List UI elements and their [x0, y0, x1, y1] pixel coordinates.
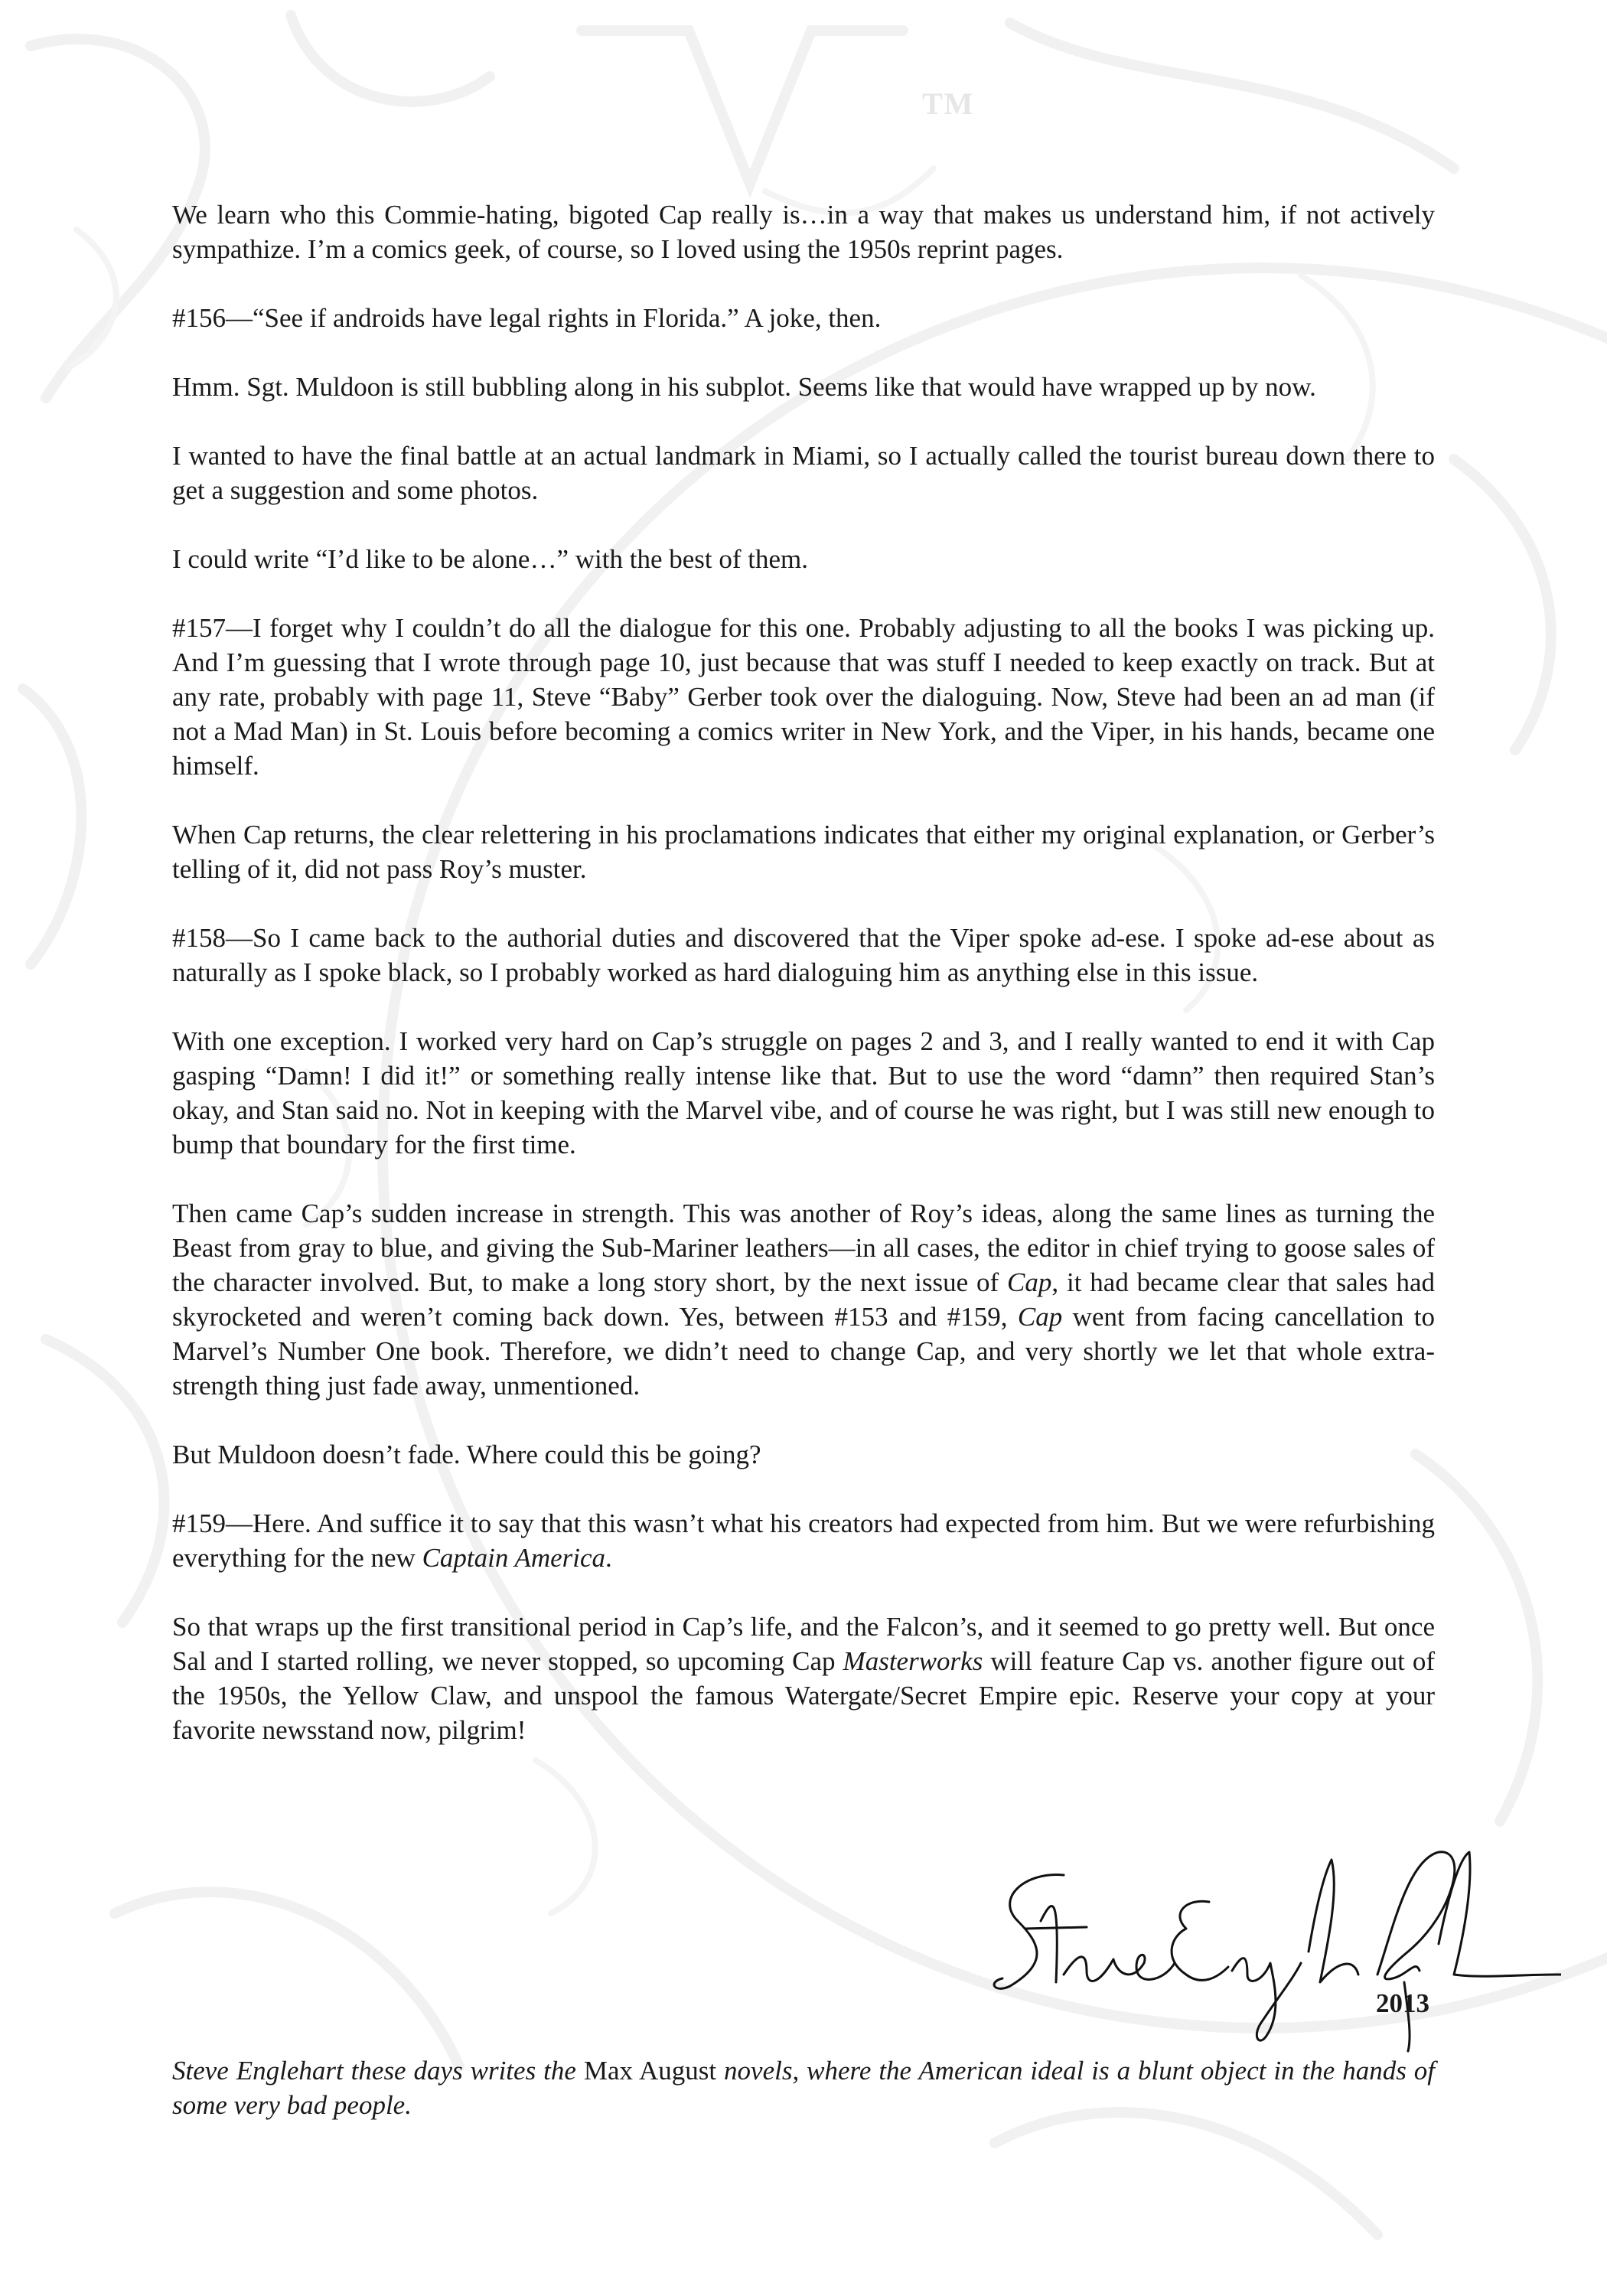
bio-novel-title: Max August: [583, 2056, 717, 2086]
paragraph-text: Hmm. Sgt. Muldoon is still bubbling along in his subplot. Seems like that would have wrapped up by now.: [172, 372, 1316, 402]
bio-text-after: novels, where the American ideal is a blunt object in the hands of some very bad people.: [172, 2056, 1435, 2120]
paragraph-text: With one exception. I worked very hard on Cap’s struggle on pages 2 and 3, and I really wanted to end it with Cap gasping “Damn! I did it!” or something really intense like that. But to use the word “damn” then required Stan’s okay, and Stan said no. Not in keeping with the Marvel vibe, and of course he was right, but I was still new enough to bump that boundary for the first time.: [172, 1026, 1435, 1159]
paragraph-text: went from facing cancellation to Marvel’s Number One book. Therefore, we didn’t need to change Cap, and very shortly we let that whole extra-strength thing just fade away, unmentioned.: [172, 1302, 1435, 1401]
italic-title-text: Masterworks: [843, 1646, 983, 1676]
paragraph-text: Then came Cap’s sudden increase in strength. This was another of Roy’s ideas, along the same lines as turning the Beast from gray to blue, and giving the Sub-Mariner leathers—in all cases, the editor in chief trying to goose sales of the character involved. But, to make a long story short, by the next issue of: [172, 1199, 1435, 1297]
body-paragraph: [172, 921, 1435, 990]
author-bio: [172, 2053, 1435, 2122]
essay-body: [172, 197, 1435, 1782]
paragraph-text: I could write “I’d like to be alone…” with the best of them.: [172, 544, 808, 574]
body-paragraph: [172, 1196, 1435, 1403]
trademark-mark: TM: [922, 86, 975, 121]
paragraph-text: So that wraps up the first transitional period in Cap’s life, and the Falcon’s, and it seemed to go pretty well. But once Sal and I started rolling, we never stopped, so upcoming Cap: [172, 1612, 1435, 1676]
body-paragraph: [172, 542, 1435, 576]
paragraph-text: We learn who this Commie-hating, bigoted Cap really is…in a way that makes us understand him, if not actively sympathize. I’m a comics geek, of course, so I loved using the 1950s reprint pages.: [172, 200, 1435, 264]
paragraph-text: .: [605, 1543, 612, 1573]
body-paragraph: [172, 1609, 1435, 1747]
paragraph-text: , it had became clear that sales had skyrocketed and weren’t coming back down. Yes, between #153 and #159,: [172, 1267, 1435, 1332]
body-paragraph: [172, 817, 1435, 886]
body-paragraph: [172, 611, 1435, 783]
signature-year: 2013: [1376, 1988, 1429, 2018]
italic-title-text: Cap: [1017, 1302, 1063, 1332]
body-paragraph: [172, 1437, 1435, 1472]
italic-title-text: Cap: [1007, 1267, 1052, 1297]
paragraph-text: #157—I forget why I couldn’t do all the dialogue for this one. Probably adjusting to all the books I was picking up. And I’m guessing that I wrote through page 10, just because that was stuff I needed to keep exactly on track. But at any rate, probably with page 11, Steve “Baby” Gerber took over the dialoguing. Now, Steve had been an ad man (if not a Mad Man) in St. Louis before becoming a comics writer in New York, and the Viper, in his hands, became one himself.: [172, 613, 1435, 781]
body-paragraph: [172, 1024, 1435, 1162]
body-paragraph: [172, 370, 1435, 404]
body-paragraph: [172, 197, 1435, 266]
paragraph-text: #156—“See if androids have legal rights in Florida.” A joke, then.: [172, 303, 882, 333]
paragraph-text: When Cap returns, the clear relettering in his proclamations indicates that either my original explanation, or Gerber’s telling of it, did not pass Roy’s muster.: [172, 820, 1435, 884]
body-paragraph: [172, 1506, 1435, 1575]
body-paragraph: [172, 439, 1435, 507]
paragraph-text: will feature Cap vs. another figure out of the 1950s, the Yellow Claw, and unspool the famous Watergate/Secret Empire epic. Reserve your copy at your favorite newsstand now, pilgrim!: [172, 1646, 1436, 1745]
paragraph-text: #158—So I came back to the authorial duties and discovered that the Viper spoke ad-ese. I spoke ad-ese about as naturally as I spoke black, so I probably worked as hard dialoguing him as anything else in this issue.: [172, 923, 1435, 987]
bio-text-before: Steve Englehart these days writes the: [172, 2056, 584, 2086]
paragraph-text: But Muldoon doesn’t fade. Where could this be going?: [172, 1440, 761, 1469]
author-signature: [980, 1829, 1561, 2059]
body-paragraph: [172, 301, 1435, 335]
paragraph-text: #159—Here. And suffice it to say that this wasn’t what his creators had expected from him. But we were refurbishing everything for the new: [172, 1508, 1435, 1573]
italic-title-text: Captain America: [422, 1543, 606, 1573]
paragraph-text: I wanted to have the final battle at an actual landmark in Miami, so I actually called the tourist bureau down there to get a suggestion and some photos.: [172, 441, 1435, 505]
